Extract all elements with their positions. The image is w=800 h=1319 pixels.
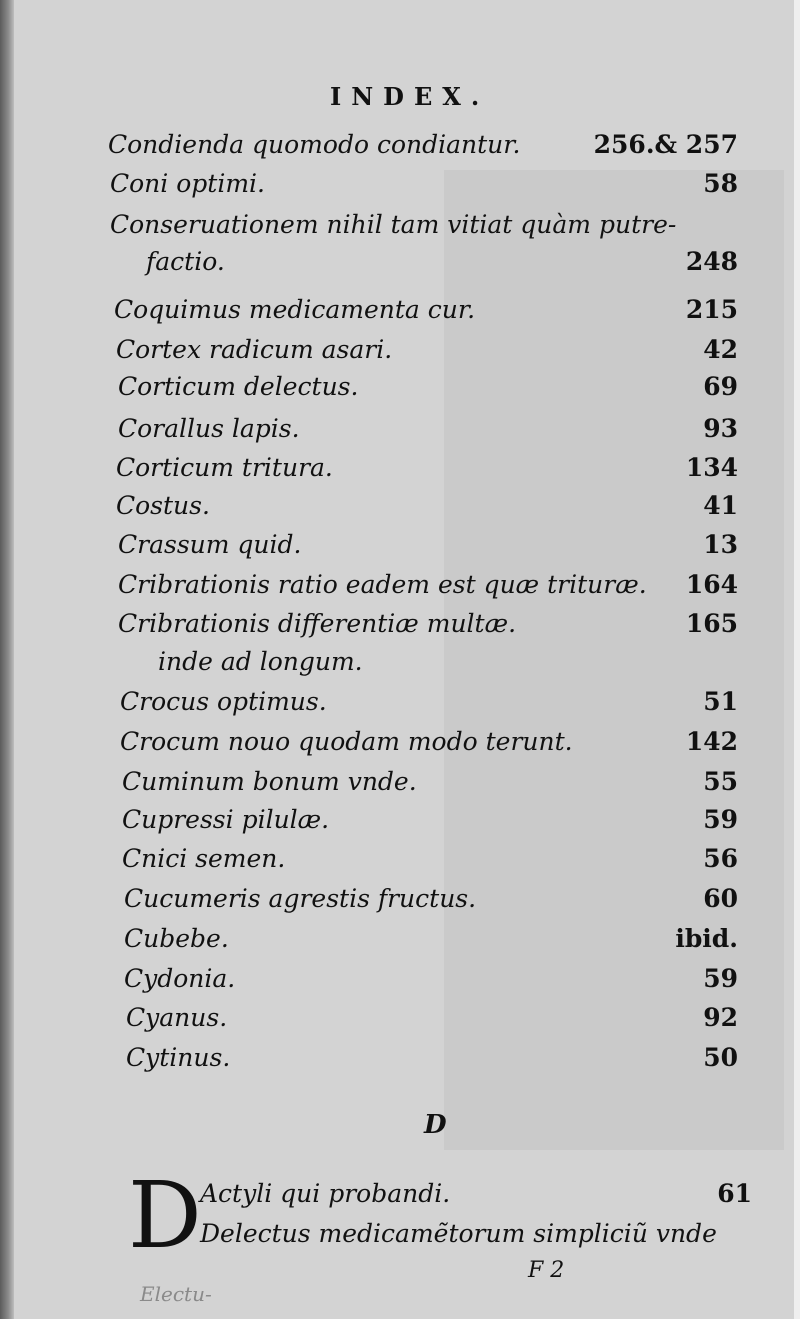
entry-term: Crassum quid.	[118, 530, 302, 559]
entry-page-number: 41	[703, 491, 738, 520]
entry-term: Cupressi pilulæ.	[122, 805, 330, 834]
index-entry	[0, 368, 800, 406]
index-entry	[0, 566, 800, 604]
bleed-through-text: Electu-	[140, 1282, 212, 1306]
entry-term: Condienda quomodo condiantur.	[108, 130, 521, 159]
entry-term: Cyanus.	[126, 1003, 228, 1032]
entry-page-number: 164	[685, 570, 738, 599]
index-entry	[0, 526, 800, 564]
entry-term: Corallus lapis.	[118, 414, 300, 443]
entry-term: Crocus optimus.	[120, 687, 327, 716]
running-head: INDEX.	[330, 82, 490, 111]
index-entry	[0, 206, 800, 244]
entry-term: Cubebe.	[124, 924, 229, 953]
index-entry	[0, 449, 800, 487]
entry-term: Cortex radicum asari.	[116, 335, 393, 364]
index-entry	[0, 487, 800, 525]
index-entry	[0, 331, 800, 369]
entry-page-number: 59	[703, 805, 738, 834]
entry-page-number: 13	[703, 530, 738, 559]
entry-page-number: 134	[685, 453, 738, 482]
entry-page-number: 50	[703, 1043, 738, 1072]
index-entry	[0, 683, 800, 721]
d-entry-term: Actyli qui probandi.	[200, 1179, 451, 1208]
entry-term: inde ad longum.	[158, 647, 363, 676]
entry-page-number: 51	[703, 687, 738, 716]
entry-page-number: 59	[703, 964, 738, 993]
index-entry	[0, 723, 800, 761]
entry-term: Cribrationis ratio eadem est quæ trituræ.	[118, 570, 647, 599]
index-entry	[0, 605, 800, 643]
index-entry	[0, 643, 800, 681]
index-entry	[0, 999, 800, 1037]
entry-term: Cuminum bonum vnde.	[122, 767, 417, 796]
entry-page-number: 60	[703, 884, 738, 913]
index-entry	[0, 126, 800, 164]
index-entry	[0, 243, 800, 281]
entry-page-number: 56	[703, 844, 738, 873]
index-entry	[0, 165, 800, 203]
entry-term: Cytinus.	[126, 1043, 231, 1072]
index-entry	[0, 880, 800, 918]
entry-page-number: 55	[703, 767, 738, 796]
entry-term: factio.	[146, 247, 225, 276]
entry-term: Corticum tritura.	[116, 453, 333, 482]
drop-cap: D	[128, 1162, 202, 1269]
index-entry	[0, 291, 800, 329]
index-entry	[0, 410, 800, 448]
entry-term: Coquimus medicamenta cur.	[114, 295, 476, 324]
entry-page-number: 165	[685, 609, 738, 638]
entry-term: Cydonia.	[124, 964, 236, 993]
entry-term: Conseruationem nihil tam vitiat quàm putre-	[110, 210, 677, 239]
index-entry	[0, 840, 800, 878]
index-entry	[0, 920, 800, 958]
entry-term: Crocum nouo quodam modo terunt.	[120, 727, 573, 756]
entry-page-number: 42	[703, 335, 738, 364]
index-entry	[0, 801, 800, 839]
index-entry	[0, 1039, 800, 1077]
entry-page-number: 142	[685, 727, 738, 756]
d-entry-page: 61	[717, 1179, 752, 1208]
printer-signature: F 2	[528, 1258, 565, 1283]
entry-term: Coni optimi.	[110, 169, 265, 198]
entry-term: Corticum delectus.	[118, 372, 359, 401]
entry-page-number: ibid.	[675, 924, 738, 953]
entry-term: Cucumeris agrestis fructus.	[124, 884, 477, 913]
d-entry-term-2: Delectus medicamẽtorum simpliciũ vnde	[200, 1219, 717, 1248]
entry-page-number: 215	[685, 295, 738, 324]
entry-page-number: 92	[703, 1003, 738, 1032]
entry-page-number: 69	[703, 372, 738, 401]
entry-term: Cnici semen.	[122, 844, 286, 873]
entry-page-number: 256.& 257	[593, 130, 738, 159]
entry-page-number: 93	[703, 414, 738, 443]
section-letter: D	[424, 1110, 447, 1140]
entry-term: Costus.	[116, 491, 210, 520]
entry-page-number: 248	[685, 247, 738, 276]
entry-term: Cribrationis differentiæ multæ.	[118, 609, 517, 638]
index-entry	[0, 960, 800, 998]
index-entry	[0, 763, 800, 801]
entry-page-number: 58	[703, 169, 738, 198]
